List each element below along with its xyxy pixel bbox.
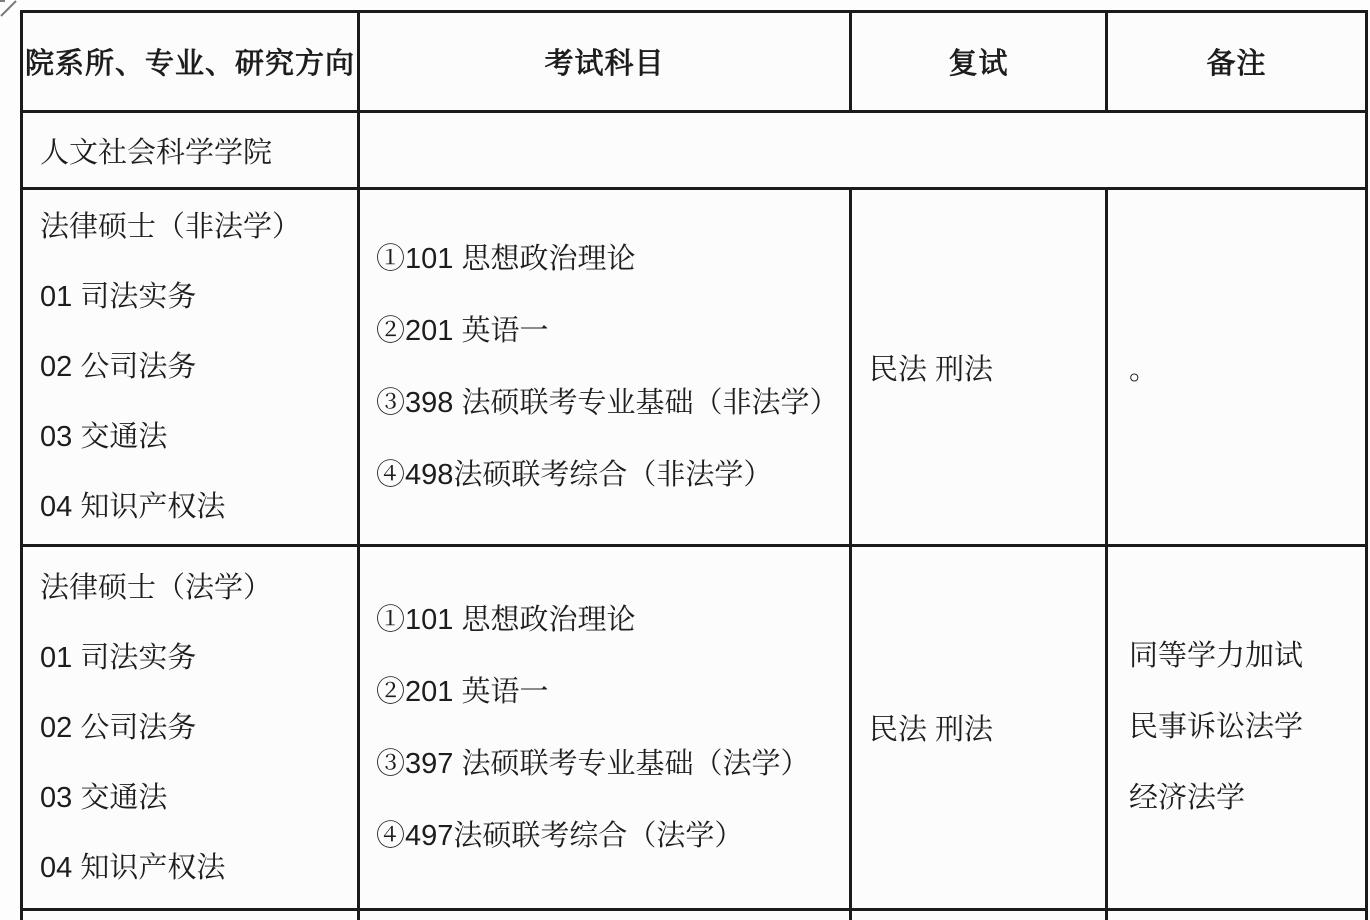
subject-item: ①101 思想政治理论 <box>376 603 636 636</box>
direction-item: 03 交通法 <box>40 781 168 814</box>
remark-item: 经济法学 <box>1129 782 1246 814</box>
retest-law-cell: 民法 刑法 <box>852 547 1108 911</box>
subject-item: ②201 英语一 <box>376 675 549 708</box>
header-exam-subjects: 考试科目 <box>360 13 852 113</box>
remark-item: 民事诉讼法学 <box>1129 711 1304 743</box>
program-name: 法律硕士（法学） <box>40 571 273 604</box>
subjects-nonlaw-cell <box>360 190 852 547</box>
partial-row-cell <box>23 911 360 920</box>
admissions-table <box>20 10 1368 920</box>
direction-item: 01 司法实务 <box>40 641 197 674</box>
direction-item: 02 公司法务 <box>40 351 197 383</box>
program-law-cell <box>23 547 360 911</box>
partial-row-cell <box>1108 911 1365 920</box>
direction-item: 04 知识产权法 <box>40 851 226 884</box>
partial-row-cell <box>360 911 852 920</box>
corner-artifact-icon <box>0 0 18 18</box>
remark-item: 同等学力加试 <box>1129 640 1304 672</box>
header-department-major-direction: 院系所、专业、研究方向 <box>23 13 360 113</box>
direction-item: 04 知识产权法 <box>40 491 226 523</box>
subject-item: ④497法硕联考综合（法学） <box>376 819 744 852</box>
remark-nonlaw-cell: 。 <box>1108 190 1365 547</box>
header-remarks: 备注 <box>1108 13 1365 113</box>
subjects-law-cell <box>360 547 852 911</box>
program-nonlaw-cell <box>23 190 360 547</box>
remark-law-cell <box>1108 547 1365 911</box>
direction-item: 01 司法实务 <box>40 281 197 313</box>
partial-row-cell <box>852 911 1108 920</box>
subject-item: ②201 英语一 <box>376 315 549 347</box>
subject-item: ③398 法硕联考专业基础（非法学） <box>376 387 839 419</box>
college-name-cell: 人文社会科学学院 <box>23 113 360 190</box>
direction-item: 03 交通法 <box>40 421 168 453</box>
header-retest: 复试 <box>852 13 1108 113</box>
subject-item: ③397 法硕联考专业基础（法学） <box>376 747 810 780</box>
direction-item: 02 公司法务 <box>40 711 197 744</box>
subject-item: ④498法硕联考综合（非法学） <box>376 459 773 491</box>
subject-item: ①101 思想政治理论 <box>376 243 636 275</box>
college-empty-cell <box>360 113 1365 190</box>
program-name: 法律硕士（非法学） <box>40 211 302 243</box>
retest-nonlaw-cell: 民法 刑法 <box>852 190 1108 547</box>
